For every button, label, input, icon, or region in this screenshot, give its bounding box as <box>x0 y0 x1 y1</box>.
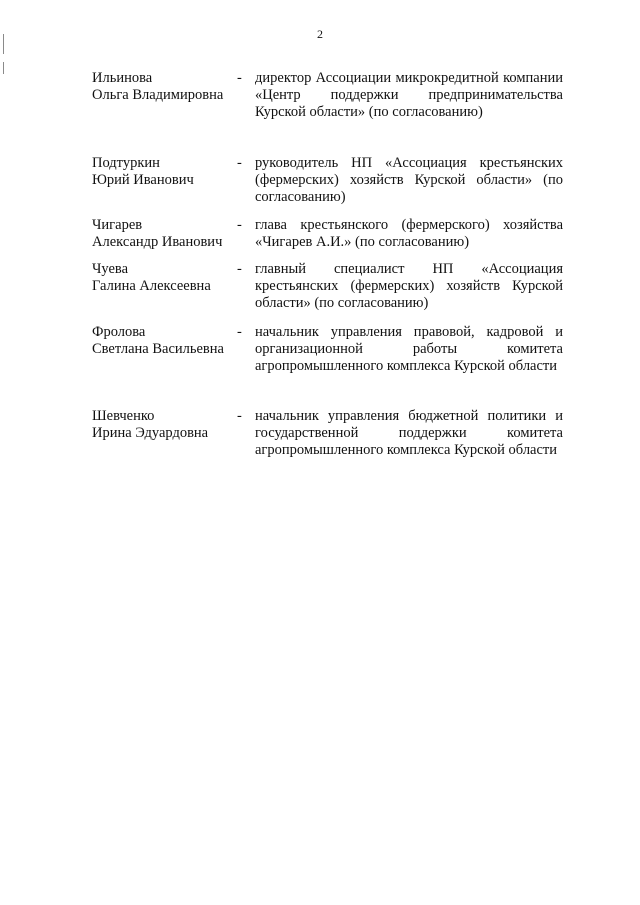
member-position: руководитель НП «Ассоциация крестьянских (фермерских) хозяйств Курской области» (по согласованию) <box>255 155 563 205</box>
member-given-name: Ирина Эдуардовна <box>92 425 209 441</box>
separator-dash: - <box>237 324 242 340</box>
separator-dash: - <box>237 70 242 86</box>
member-surname: Фролова <box>92 324 146 340</box>
member-given-name: Галина Алексеевна <box>92 278 211 294</box>
separator-dash: - <box>237 217 242 233</box>
list-item <box>92 324 564 408</box>
member-surname: Чуева <box>92 261 129 277</box>
list-item <box>92 408 564 488</box>
page-number: 2 <box>317 27 323 41</box>
separator-dash: - <box>237 155 242 171</box>
member-position: начальник управления правовой, кадровой и организационной работы комитета агропромышленного комплекса Курской области <box>255 324 563 374</box>
member-name <box>92 408 242 442</box>
member-name <box>92 70 242 104</box>
member-surname: Ильинова <box>92 70 153 86</box>
member-name <box>92 217 242 251</box>
list-item <box>92 217 564 261</box>
list-item <box>92 70 564 155</box>
member-name <box>92 261 242 295</box>
member-position: глава крестьянского (фермерского) хозяйства «Чигарев А.И.» (по согласованию) <box>255 217 563 250</box>
scan-edge-mark <box>3 62 4 74</box>
member-surname: Чигарев <box>92 217 143 233</box>
member-name <box>92 324 242 358</box>
member-surname: Шевченко <box>92 408 155 424</box>
member-position: начальник управления бюджетной политики и государственной поддержки комитета агропромышленного комплекса Курской области <box>255 408 563 458</box>
member-position: директор Ассоциации микрокредитной компании «Центр поддержки предпринимательства Курской области» (по согласованию) <box>255 70 563 120</box>
member-position: главный специалист НП «Ассоциация крестьянских (фермерских) хозяйств Курской области» (по согласованию) <box>255 261 563 311</box>
member-given-name: Ольга Владимировна <box>92 87 224 103</box>
list-item <box>92 155 564 217</box>
member-given-name: Юрий Иванович <box>92 172 194 188</box>
separator-dash: - <box>237 261 242 277</box>
member-name <box>92 155 242 189</box>
member-surname: Подтуркин <box>92 155 160 171</box>
member-given-name: Александр Иванович <box>92 234 223 250</box>
list-item <box>92 261 564 324</box>
member-list <box>92 70 564 488</box>
separator-dash: - <box>237 408 242 424</box>
member-given-name: Светлана Васильевна <box>92 341 224 357</box>
